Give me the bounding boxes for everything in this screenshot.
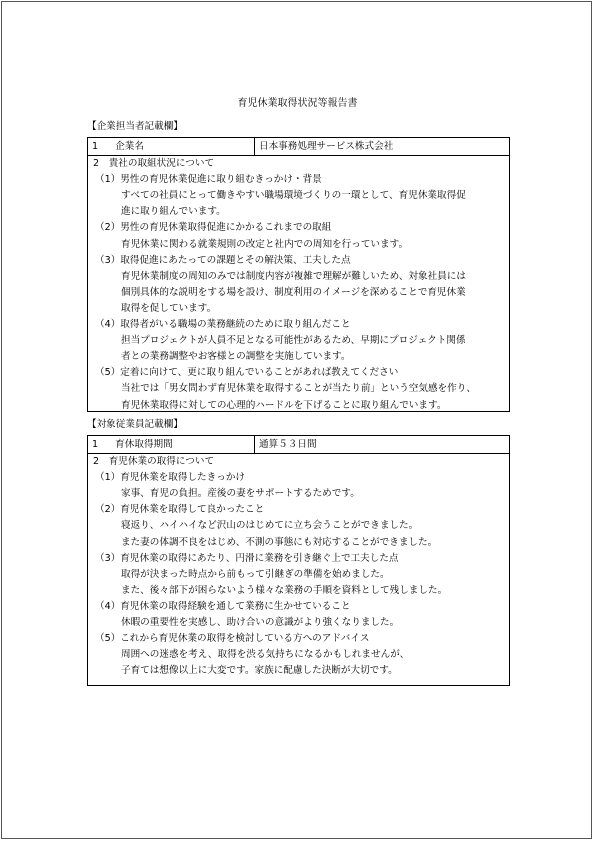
- company-name-row: [88, 138, 510, 156]
- answer-line: また妻の体調不良をはじめ、不測の事態にも対応することができました。: [121, 536, 438, 548]
- answer-line: 進に取り組んでいます。: [121, 206, 226, 218]
- row-number: 1: [92, 140, 99, 152]
- employee-details-box: [87, 453, 510, 686]
- answer-line: 個別具体的な説明をする場を設け、制度利用のイメージを深めることで育児休業: [121, 286, 466, 298]
- leave-period-value: 通算５３日間: [255, 436, 510, 454]
- answer-line: すべての社員にとって働きやすい職場環境づくりの一環として、育児休業取得促: [121, 190, 466, 202]
- company-details-box: [87, 155, 510, 412]
- question-line: （4）育児休業の取得経験を通して業務に生かせていること: [95, 600, 351, 612]
- company-name-label: 企業名: [115, 140, 144, 152]
- answer-line: 当社では「男女問わず育児休業を取得することが当たり前」という空気感を作り、: [121, 383, 476, 395]
- answer-line: 育児休業取得に対しての心理的ハードルを下げることに取り組んでいます。: [121, 399, 447, 411]
- section-heading: 2 貴社の取組状況について: [93, 158, 215, 169]
- answer-line: 者との業務調整やお客様との調整を実施しています。: [121, 351, 351, 363]
- question-line: （5）これから育児休業の取得を検討している方へのアドバイス: [95, 633, 370, 645]
- answer-line: 取得が決まった時点から前もって引継ぎの準備を始めました。: [121, 568, 390, 580]
- document-title: 育児休業取得状況等報告書: [237, 98, 358, 109]
- answer-line: 周囲への迷惑を考え、取得を渋る気持ちになるかもしれませんが、: [121, 649, 410, 661]
- section-heading: 2 育児休業の取得について: [93, 456, 215, 467]
- answer-line: 担当プロジェクトが人員不足となる可能性があるため、早期にプロジェクト関係: [121, 335, 466, 347]
- answer-line: 休暇の重要性を実感し、助け合いの意識がより強くなりました。: [121, 617, 400, 628]
- question-line: （1）育児休業を取得したきっかけ: [95, 472, 246, 484]
- leave-period-row: [88, 436, 510, 454]
- answer-line: 育児休業に関わる就業規則の改定と社内での周知を行っています。: [121, 238, 409, 250]
- answer-line: 育児休業制度の周知のみでは制度内容が複雑で理解が難しいため、対象社員には: [121, 270, 466, 282]
- question-line: （1）男性の育児休業促進に取り組むきっかけ・背景: [95, 174, 322, 186]
- leave-period-label: 育休取得期間: [115, 438, 173, 450]
- employee-info-table: [87, 435, 510, 454]
- leave-period-label-cell: [88, 436, 255, 454]
- company-name-label-cell: [88, 138, 255, 156]
- answer-line: 子育ては想像以上に大変です。家族に配慮した決断が大切です。: [121, 665, 398, 677]
- question-line: （4）取得者がいる職場の業務継続のために取り組んだこと: [95, 319, 351, 330]
- row-number: 1: [92, 438, 99, 450]
- question-line: （2）男性の育児休業取得促進にかかるこれまでの取組: [95, 222, 332, 234]
- answer-line: 家事、育児の負担。産後の妻をサポートするためです。: [121, 488, 360, 500]
- answer-line: また、後々部下が困らないよう様々な業務の手順を資料として残しました。: [121, 584, 448, 596]
- company-info-table: [87, 137, 510, 156]
- employee-section-label: 【対象従業員記載欄】: [87, 419, 183, 430]
- answer-line: 取得を促しています。: [121, 302, 217, 314]
- company-name-value: 日本事務処理サービス株式会社: [255, 138, 510, 156]
- answer-line: 寝返り、ハイハイなど沢山のはじめてに立ち会うことができました。: [121, 520, 419, 532]
- question-line: （3）育児休業の取得にあたり、円滑に業務を引き継ぐ上で工夫した点: [95, 552, 399, 564]
- question-line: （5）定着に向けて、更に取り組んでいることがあれば教えてください: [95, 367, 399, 379]
- question-line: （2）育児休業を取得して良かったこと: [95, 504, 265, 516]
- company-section-label: 【企業担当者記載欄】: [87, 121, 183, 132]
- question-line: （3）取得促進にあたっての課題とその解決策、工夫した点: [95, 254, 351, 266]
